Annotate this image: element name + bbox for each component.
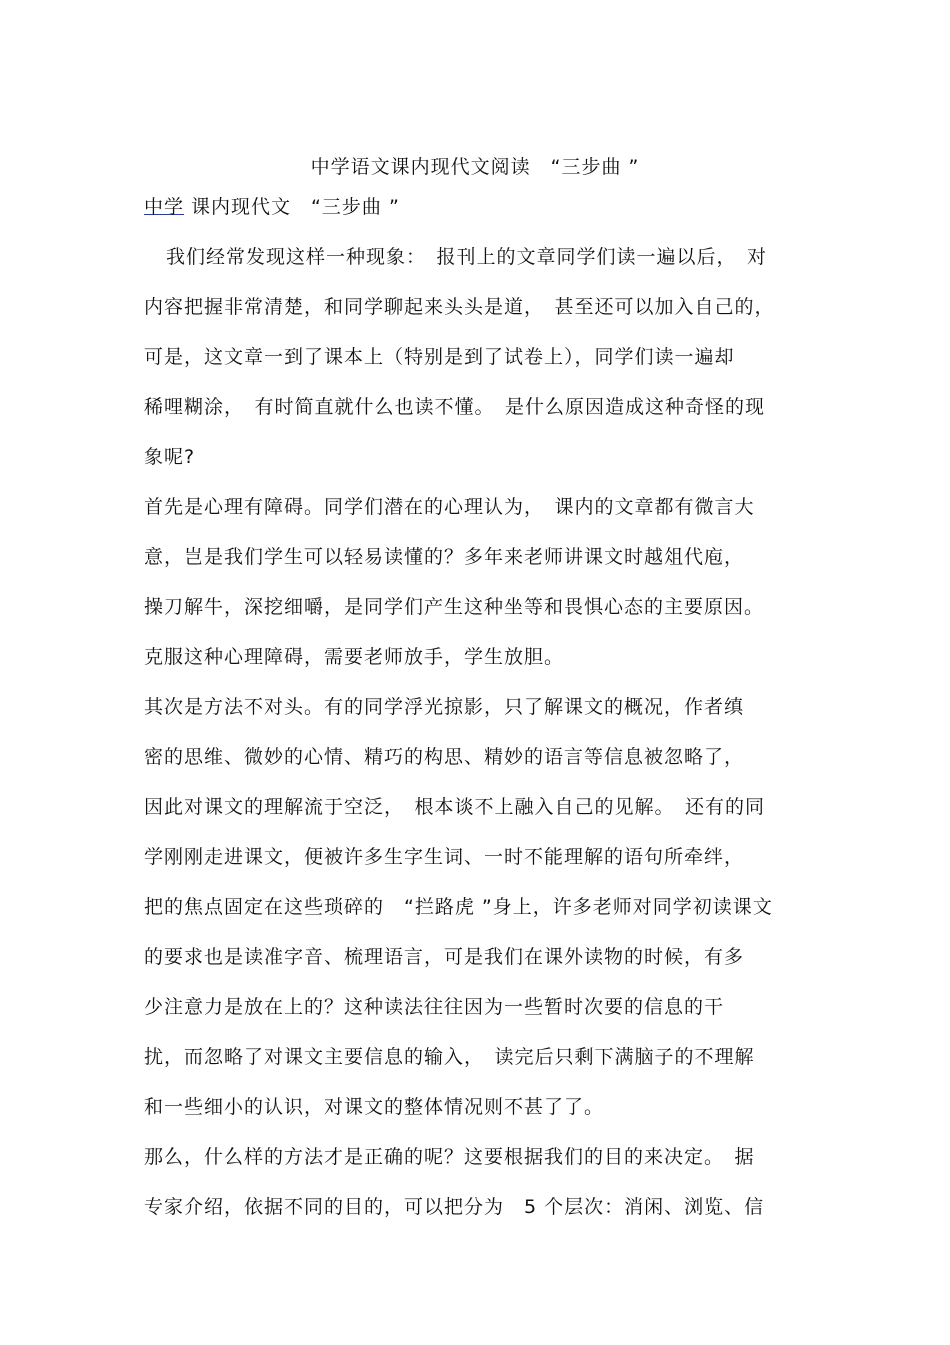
text-line: 因此对课文的理解流于空泛， 根本谈不上融入自己的见解。 还有的同 (144, 796, 766, 818)
text-line: 那么，什么样的方法才是正确的呢？这要根据我们的目的来决定。 据 (144, 1146, 755, 1168)
text-line: 密的思维、微妙的心情、精巧的构思、精妙的语言等信息被忽略了， (144, 746, 745, 768)
text-line: 内容把握非常清楚，和同学聊起来头头是道， 甚至还可以加入自己的， (144, 296, 775, 318)
subtitle-text: 课内现代文 “三步曲 ” (184, 196, 400, 218)
text-line: 克服这种心理障碍，需要老师放手，学生放胆。 (144, 646, 565, 668)
text-line: 的要求也是读准字音、梳理语言，可是我们在课外读物的时候，有多 (144, 946, 745, 968)
text-line: 少注意力是放在上的？这种读法往往因为一些暂时次要的信息的干 (144, 996, 725, 1018)
text-line: 和一些细小的认识，对课文的整体情况则不甚了了。 (144, 1096, 605, 1118)
body-text (144, 242, 814, 1242)
text-line: 扰，而忽略了对课文主要信息的输入， 读完后只剩下满脑子的不理解 (144, 1046, 755, 1068)
text-line: 我们经常发现这样一种现象： 报刊上的文章同学们读一遍以后， 对 (166, 246, 768, 268)
text-line: 首先是心理有障碍。同学们潜在的心理认为， 课内的文章都有微言大 (144, 496, 755, 518)
text-line: 专家介绍，依据不同的目的，可以把分为 5 个层次：消闲、浏览、信 (144, 1196, 765, 1218)
document-title: 中学语文课内现代文阅读 “三步曲 ” (310, 156, 640, 178)
document-subtitle (144, 192, 400, 219)
text-line: 可是，这文章一到了课本上（特别是到了试卷上），同学们读一遍却 (144, 346, 735, 368)
text-line: 学刚刚走进课文，便被许多生字生词、一时不能理解的语句所牵绊， (144, 846, 745, 868)
text-line: 操刀解牛，深挖细嚼，是同学们产生这种坐等和畏惧心态的主要原因。 (144, 596, 765, 618)
text-line: 意，岂是我们学生可以轻易读懂的？多年来老师讲课文时越俎代庖， (144, 546, 745, 568)
subtitle-underlined-text: 中学 (144, 196, 185, 218)
text-line: 其次是方法不对头。有的同学浮光掠影，只了解课文的概况，作者缜 (144, 696, 745, 718)
text-line: 稀哩糊涂， 有时简直就什么也读不懂。 是什么原因造成这种奇怪的现 (144, 396, 766, 418)
text-line: 象呢? (144, 446, 196, 468)
text-line: 把的焦点固定在这些琐碎的 “拦路虎 ”身上，许多老师对同学初读课文 (144, 896, 773, 918)
